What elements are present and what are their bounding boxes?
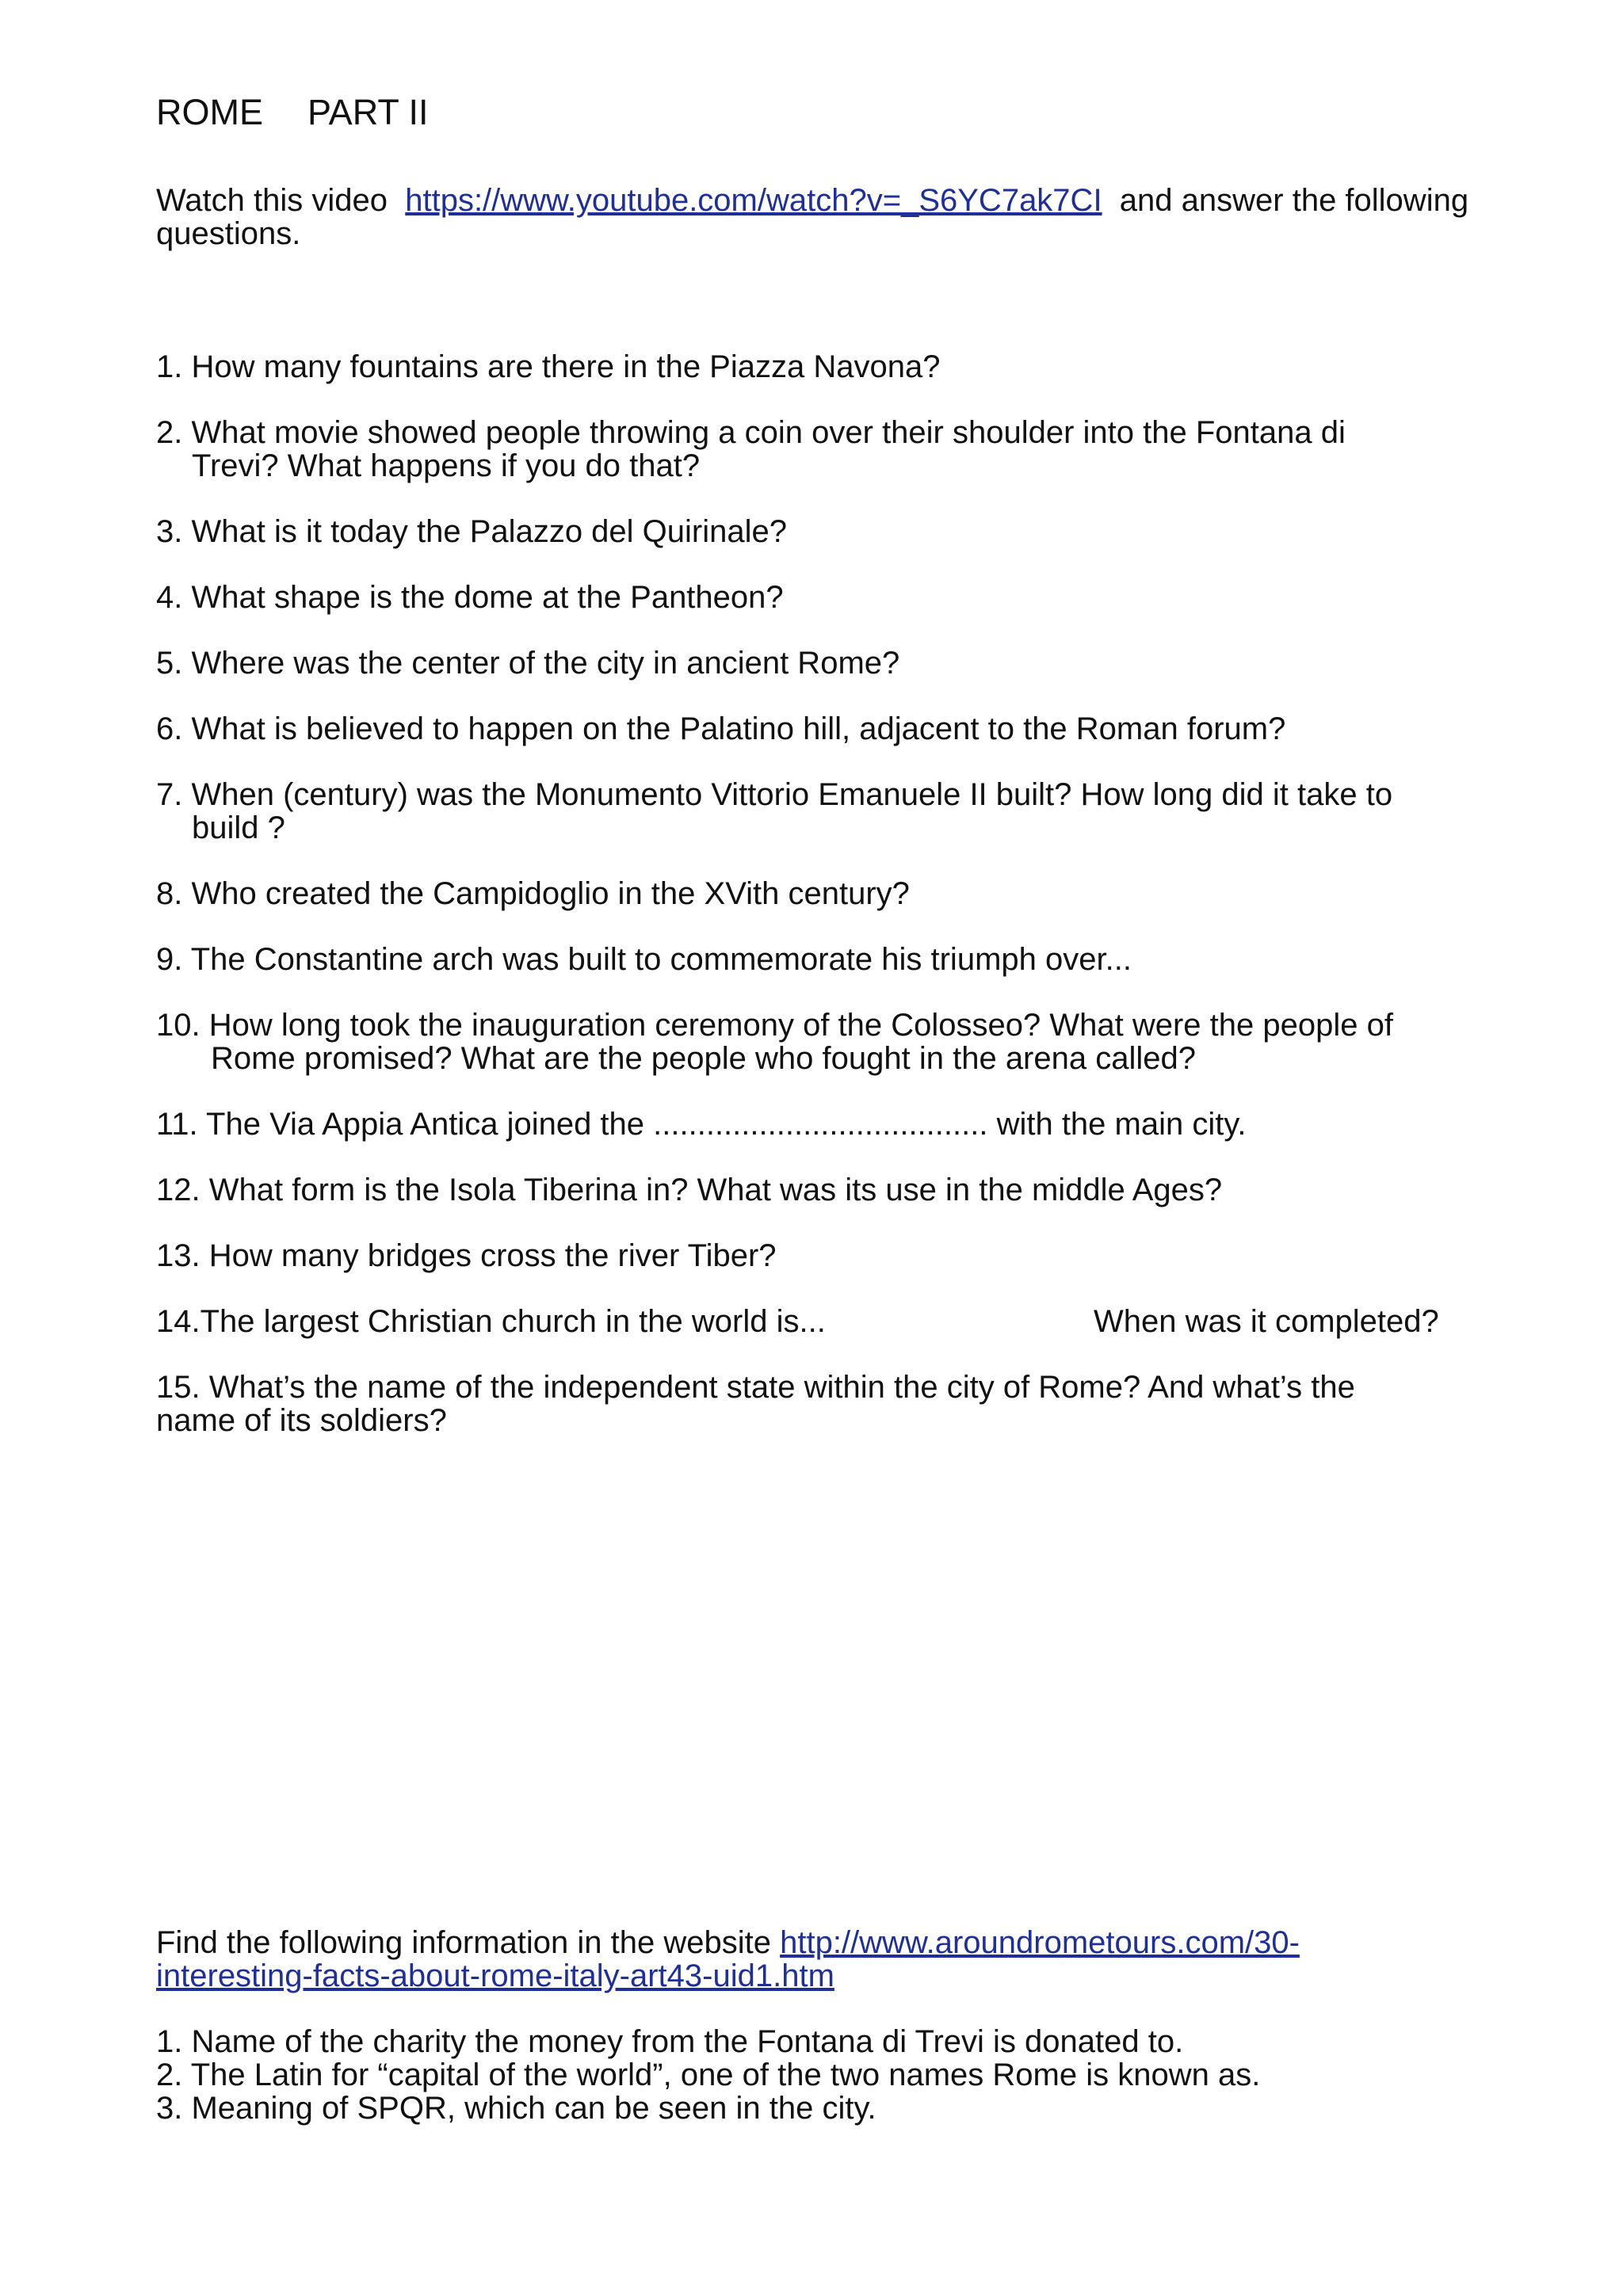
- question-10: 10. How long took the inauguration ceremony of the Colosseo? What were the people of Rome promised? What are the people who fought in the arena called?: [156, 1008, 1393, 1076]
- website-link[interactable]: http://www.aroundrometours.com/30- interesting-facts-about-rome-italy-art43-uid1.htm: [156, 1925, 1300, 1993]
- question-9: 9. The Constantine arch was built to commemorate his triumph over...: [156, 942, 1132, 977]
- question-4: 4. What shape is the dome at the Pantheon?: [156, 580, 784, 615]
- question-8: 8. Who created the Campidoglio in the XVith century?: [156, 876, 910, 911]
- website-prefix: Find the following information in the website: [156, 1925, 771, 1960]
- list-item: 2. The Latin for “capital of the world”, one of the two names Rome is known as.: [156, 2058, 1261, 2092]
- question-15: 15. What’s the name of the independent state within the city of Rome? And what’s the name of its soldiers?: [156, 1370, 1355, 1438]
- list-item: 3. Meaning of SPQR, which can be seen in the city.: [156, 2091, 876, 2126]
- intro-prefix: Watch this video: [156, 183, 388, 218]
- question-5: 5. Where was the center of the city in ancient Rome?: [156, 646, 900, 681]
- website-instructions: [156, 1926, 1503, 1993]
- intro-suffix: and answer the following questions.: [156, 183, 1469, 251]
- question-14: 14.The largest Christian church in the world is... When was it completed?: [156, 1304, 1439, 1339]
- question-7: 7. When (century) was the Monumento Vittorio Emanuele II built? How long did it take to build ?: [156, 777, 1393, 845]
- question-13: 13. How many bridges cross the river Tiber?: [156, 1238, 777, 1273]
- website-question-list: [156, 2025, 1503, 2125]
- title-part: PART II: [307, 92, 429, 132]
- list-item: 1. Name of the charity the money from the Fontana di Trevi is donated to.: [156, 2024, 1184, 2059]
- question-6: 6. What is believed to happen on the Palatino hill, adjacent to the Roman forum?: [156, 711, 1286, 746]
- question-14-followup: When was it completed?: [1094, 1304, 1439, 1339]
- title-rome: ROME: [156, 92, 263, 132]
- question-1: 1. How many fountains are there in the Piazza Navona?: [156, 349, 941, 384]
- question-12: 12. What form is the Isola Tiberina in? What was its use in the middle Ages?: [156, 1173, 1223, 1207]
- question-2: 2. What movie showed people throwing a coin over their shoulder into the Fontana di Trevi? What happens if you do that?: [156, 415, 1346, 483]
- page-title: [156, 89, 429, 136]
- question-3: 3. What is it today the Palazzo del Quirinale?: [156, 514, 787, 549]
- question-11: 11. The Via Appia Antica joined the ...................................... with the main city.: [156, 1107, 1247, 1142]
- video-link[interactable]: https://www.youtube.com/watch?v=_S6YC7ak7CI: [405, 183, 1102, 218]
- video-instructions: [156, 184, 1503, 250]
